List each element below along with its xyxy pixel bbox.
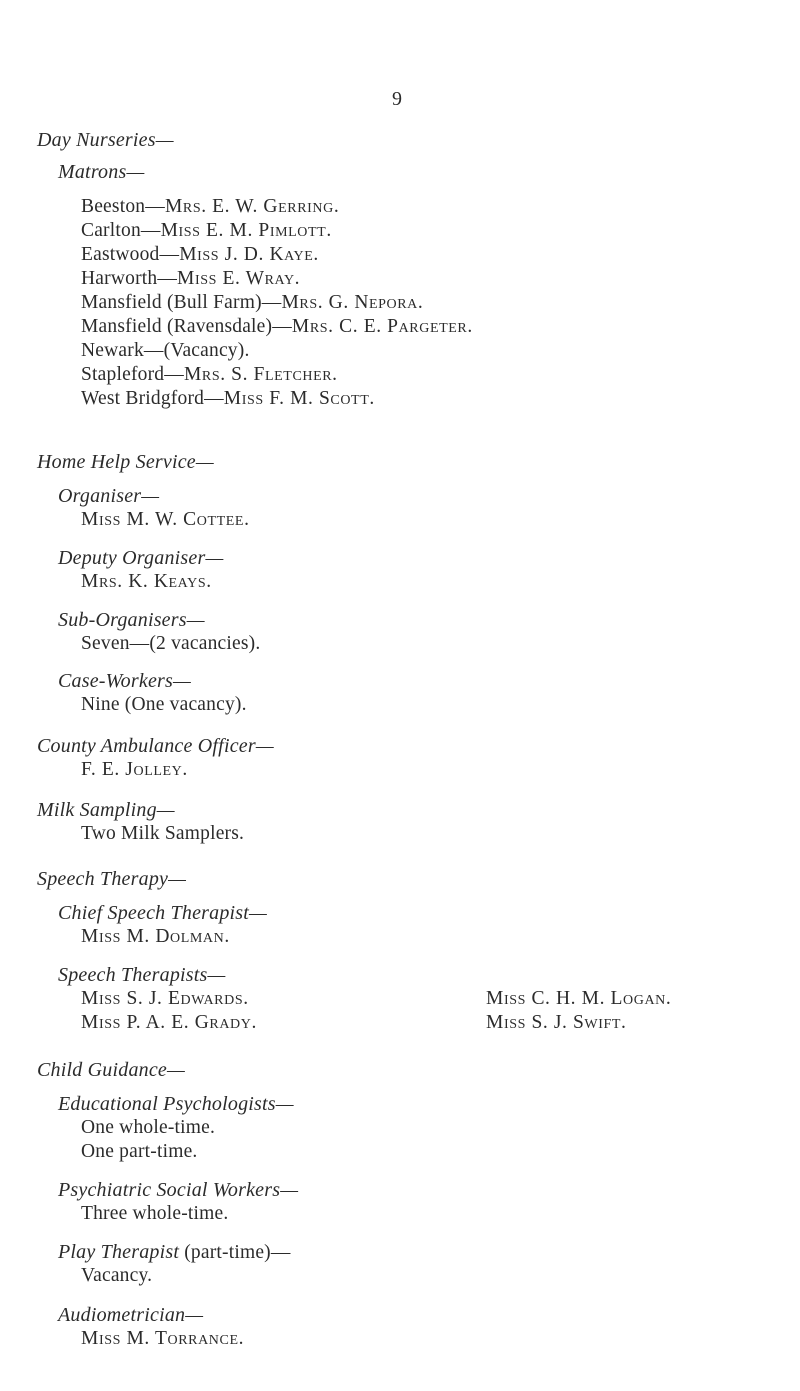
ambulance-officer-name: F. E. Jolley. (81, 759, 188, 780)
subheading-organiser: Organiser— (58, 485, 160, 507)
section-heading-milk-sampling: Milk Sampling— (37, 799, 175, 821)
matron-entry (81, 291, 423, 315)
speech-therapist-name: Miss C. H. M. Logan. (486, 988, 672, 1009)
subheading-educational-psychologists: Educational Psychologists— (58, 1093, 294, 1115)
section-heading-home-help: Home Help Service— (37, 451, 214, 473)
matron-place: Carlton— (81, 220, 161, 241)
deputy-organiser-name: Mrs. K. Keays. (81, 571, 212, 592)
matron-name: Miss E. Wray. (177, 268, 301, 289)
matron-entry (81, 267, 300, 291)
matron-entry (81, 339, 250, 363)
educational-psychologists-line: One part-time. (81, 1141, 198, 1162)
matron-entry (81, 195, 339, 219)
subheading-chief-speech-therapist: Chief Speech Therapist— (58, 902, 268, 924)
matron-name: Mrs. G. Nepora. (281, 292, 424, 313)
subheading-psychiatric-social-workers: Psychiatric Social Workers— (58, 1179, 299, 1201)
play-therapist-text: Vacancy. (81, 1265, 153, 1286)
subheading-audiometrician: Audiometrician— (58, 1304, 204, 1326)
audiometrician-name: Miss M. Torrance. (81, 1328, 245, 1349)
chief-speech-therapist-name: Miss M. Dolman. (81, 926, 230, 947)
matron-name: Miss E. M. Pimlott. (160, 220, 332, 241)
section-heading-day-nurseries: Day Nurseries— (37, 129, 174, 151)
section-heading-ambulance: County Ambulance Officer— (37, 735, 274, 757)
matron-place: Newark— (81, 340, 164, 361)
subheading-play-therapist: Play Therapist (58, 1241, 180, 1263)
sub-organisers-text: Seven—(2 vacancies). (81, 633, 261, 654)
subheading-deputy-organiser: Deputy Organiser— (58, 547, 224, 569)
psychiatric-social-workers-text: Three whole-time. (81, 1203, 229, 1224)
case-workers-text: Nine (One vacancy). (81, 694, 247, 715)
matron-name: Mrs. E. W. Gerring. (164, 196, 340, 217)
subheading-case-workers: Case-Workers— (58, 670, 191, 692)
subheading-speech-therapists: Speech Therapists— (58, 964, 226, 986)
matron-name: Miss J. D. Kaye. (179, 244, 319, 265)
matron-place: Stapleford— (81, 364, 184, 385)
matron-entry (81, 243, 319, 267)
play-therapist-heading-line (58, 1240, 291, 1265)
speech-therapist-name: Miss S. J. Swift. (486, 1012, 627, 1033)
matron-name: Mrs. C. E. Pargeter. (291, 316, 473, 337)
section-heading-speech-therapy: Speech Therapy— (37, 868, 187, 890)
organiser-name: Miss M. W. Cottee. (81, 509, 250, 530)
matron-name: (Vacancy). (163, 340, 250, 361)
speech-therapist-name: Miss P. A. E. Grady. (81, 1012, 257, 1033)
matron-name: Mrs. S. Fletcher. (183, 364, 338, 385)
page-number: 9 (392, 88, 402, 110)
milk-sampling-text: Two Milk Samplers. (81, 823, 245, 844)
matron-name: Miss F. M. Scott. (223, 388, 375, 409)
section-heading-child-guidance: Child Guidance— (37, 1059, 185, 1081)
subheading-sub-organisers: Sub-Organisers— (58, 609, 205, 631)
educational-psychologists-line: One whole-time. (81, 1117, 216, 1138)
matron-entry (81, 219, 332, 243)
speech-therapist-name: Miss S. J. Edwards. (81, 988, 249, 1009)
play-therapist-suffix: (part-time)— (179, 1242, 291, 1263)
matron-place: West Bridgford— (81, 388, 224, 409)
subheading-matrons: Matrons— (58, 161, 145, 183)
matron-place: Mansfield (Bull Farm)— (81, 292, 282, 313)
matron-entry (81, 315, 473, 339)
matron-place: Beeston— (81, 196, 165, 217)
matron-place: Mansfield (Ravensdale)— (81, 316, 292, 337)
matron-entry (81, 387, 375, 411)
matron-place: Harworth— (81, 268, 178, 289)
matron-place: Eastwood— (81, 244, 180, 265)
matron-entry (81, 363, 338, 387)
